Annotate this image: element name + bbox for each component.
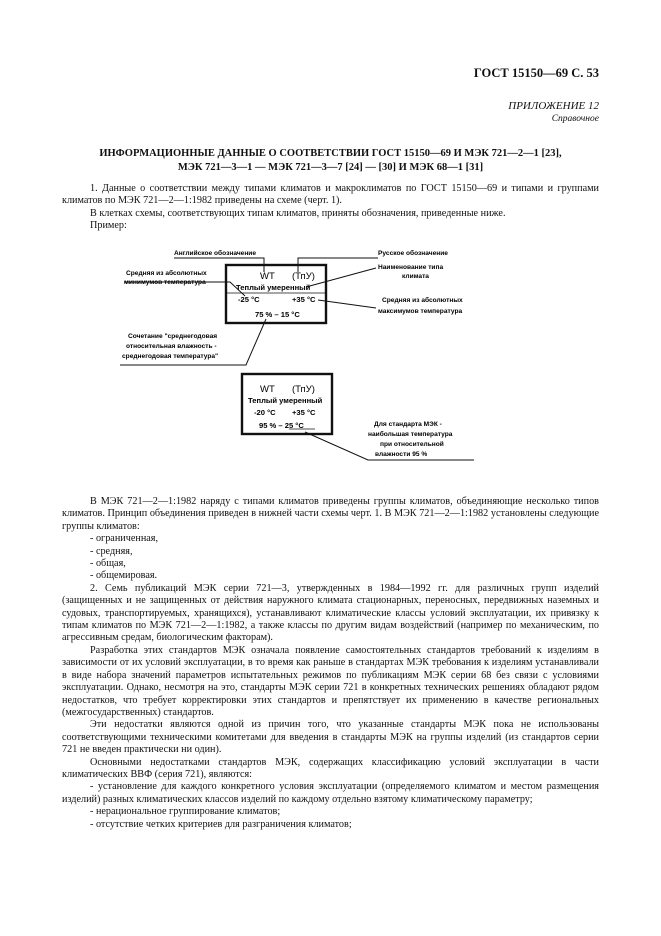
group-item: - общая, bbox=[90, 558, 126, 570]
bullet-item: - нерациональное группирование климатов; bbox=[90, 806, 281, 818]
body-paragraph-5: Основными недостатками стандартов МЭК, содержащих классификацию условий эксплуатации в части климатических ВВФ (серия 721), являются: bbox=[62, 756, 599, 780]
label-english: Английское обозначение bbox=[174, 250, 257, 257]
label-iec-3: при относительной bbox=[380, 441, 444, 448]
intro-paragraph-3: Пример: bbox=[90, 220, 127, 232]
bullet-item: - отсутствие четких критериев для разграничения климатов; bbox=[90, 818, 352, 830]
label-type-name-1: Наименование типа bbox=[378, 264, 444, 271]
label-russian: Русское обозначение bbox=[378, 250, 448, 257]
body-paragraph-groups: В МЭК 721—2—1:1982 наряду с типами климатов приведены группы климатов, объединяющие несколько типов климатов. Принцип объединения приведен в нижней части схемы черт. 1. В МЭК 721—2—1:1982 установлены следующие группы климатов: bbox=[62, 496, 599, 532]
label-mean-max-2: максимумов температура bbox=[378, 308, 463, 315]
box-2-climate-name: Теплый умеренный bbox=[248, 396, 323, 405]
body-paragraph-3: Разработка этих стандартов МЭК означала появление самостоятельных стандартов требований к изделиям в зависимости от их условий эксплуатации, в то время как раньше в стандартах МЭК требования к изделиям устанавливали в виде набора значений параметров испытательных режимов по публикациям МЭК серии 68 без связи с условиями эксплуатации. Однако, несмотря на это, стандарты МЭК серии 721 в конкретных технических решениях обладают рядом недостатков, что требует корректировки этих стандартов и препятствует их применению в качестве региональных (межгосударственных) стандартов. bbox=[62, 644, 599, 718]
title-line-2: МЭК 721—3—1 — МЭК 721—3—7 [24] — [30] И МЭК 68—1 [31] bbox=[177, 162, 484, 173]
label-type-name-2: климата bbox=[402, 273, 429, 280]
label-mean-min-2: минимумов температура bbox=[124, 279, 206, 286]
box-2-english-code: WT bbox=[260, 384, 275, 395]
title-line-1: ИНФОРМАЦИОННЫЕ ДАННЫЕ О СООТВЕТСТВИИ ГОСТ 15150—69 И МЭК 721—2—1 [23], bbox=[99, 148, 562, 159]
box-1-combo: 75 % – 15 °C bbox=[255, 310, 300, 319]
box-1-min-temp: -25 °C bbox=[238, 295, 260, 304]
group-item: - ограниченная, bbox=[90, 533, 159, 545]
body-paragraph-4: Эти недостатки являются одной из причин того, что указанные стандарты МЭК пока не использованы соответствующими техническими комитетами для введения в стандарты МЭК на группы изделий (из стандартов серии 721 не введен практически ни один). bbox=[62, 719, 599, 756]
appendix-number: ПРИЛОЖЕНИЕ 12 bbox=[508, 100, 599, 112]
box-2-combo: 95 % – 25 °C bbox=[259, 421, 304, 430]
box-1-climate-name: Теплый умеренный bbox=[236, 283, 311, 292]
label-iec-4: влажности 95 % bbox=[375, 451, 428, 458]
intro-paragraph-1: 1. Данные о соответствии между типами климатов и макроклиматов по ГОСТ 15150—69 и типами и группами климатов по МЭК 721—2—1:1982 приведены на схеме (черт. 1). bbox=[62, 183, 599, 207]
body-paragraph-2: 2. Семь публикаций МЭК серии 721—3, утвержденных в 1984—1992 гг. для различных групп изделий (защищенных и не защищенных от действия наружного климата стационарных, переносных, передвижных наземных и судовых, транспортируемых, хранящихся), устанавливают климатические классы условий эксплуатации, их привязку к типам климатов по МЭК 721—2—1:1982, а также классы по другим видам воздействий (например по механическим, по агрессивным средам, биологическим факторам). bbox=[62, 582, 599, 644]
label-iec-1: Для стандарта МЭК - bbox=[374, 421, 442, 428]
box-2-min-temp: -20 °C bbox=[254, 408, 276, 417]
label-combo-3: среднегодовая температура" bbox=[122, 353, 219, 360]
intro-paragraph-2: В клетках схемы, соответствующих типам климатов, приняты обозначения, приведенные ниже. bbox=[90, 207, 506, 219]
leader-type-name bbox=[306, 268, 376, 287]
group-item: - общемировая. bbox=[90, 570, 158, 582]
label-mean-max-1: Средняя из абсолютных bbox=[382, 297, 463, 304]
box-1-russian-code: (ТпУ) bbox=[292, 271, 315, 282]
label-combo-1: Сочетание "среднегодовая bbox=[128, 333, 218, 340]
body-section bbox=[62, 496, 599, 831]
page-header: ГОСТ 15150—69 С. 53 bbox=[473, 66, 599, 80]
box-1-max-temp: +35 °C bbox=[292, 295, 316, 304]
box-2-russian-code: (ТпУ) bbox=[292, 384, 315, 395]
box-1-english-code: WT bbox=[260, 271, 275, 282]
label-iec-2: наибольшая температура bbox=[368, 431, 453, 438]
bullet-item: - установление для каждого конкретного условия эксплуатации (определяемого климатом и местом размещения изделий) разных климатических классов изделий по каждому отдельно взятому климатическому параметру; bbox=[62, 781, 599, 805]
label-combo-2: относительная влажность - bbox=[126, 343, 217, 350]
appendix-type: Справочное bbox=[551, 114, 599, 124]
group-item: - средняя, bbox=[90, 545, 133, 557]
box-2-max-temp: +35 °C bbox=[292, 408, 316, 417]
label-mean-min-1: Средняя из абсолютных bbox=[126, 270, 207, 277]
